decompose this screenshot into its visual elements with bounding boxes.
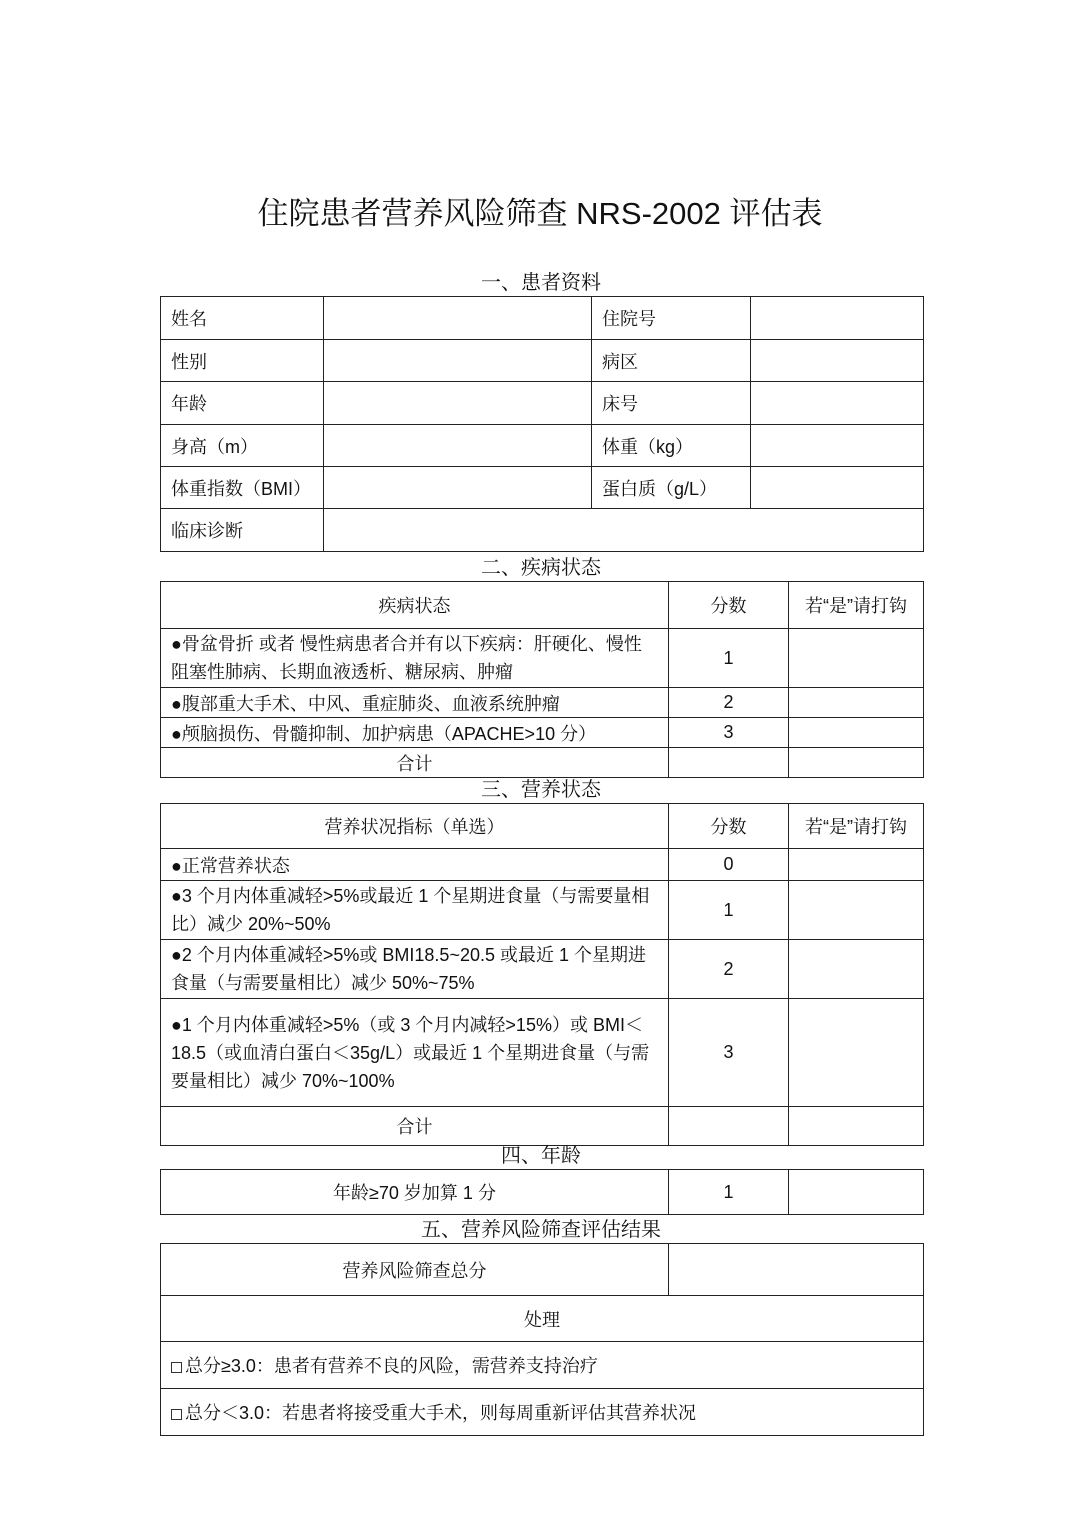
disease-item-text: ●颅脑损伤、骨髓抑制、加护病患（APACHE>10 分） bbox=[161, 718, 669, 748]
bed-field[interactable] bbox=[751, 382, 924, 425]
handling-option-2[interactable] bbox=[161, 1389, 924, 1436]
table-row bbox=[161, 1244, 924, 1296]
handling-option-1-text: 总分≥3.0：患者有营养不良的风险，需营养支持治疗 bbox=[185, 1356, 598, 1376]
weight-field[interactable] bbox=[751, 425, 924, 467]
label-diagnosis: 临床诊断 bbox=[161, 509, 324, 552]
disease-item-text: ●骨盆骨折 或者 慢性病患者合并有以下疾病：肝硬化、慢性阻塞性肺病、长期血液透析、糖尿病、肿瘤 bbox=[161, 629, 669, 688]
table-total-row bbox=[161, 748, 924, 778]
handling-option-2-text: 总分＜3.0：若患者将接受重大手术，则每周重新评估其营养状况 bbox=[185, 1403, 697, 1423]
table-row bbox=[161, 999, 924, 1107]
check-cell[interactable] bbox=[789, 629, 924, 688]
table-header-row bbox=[161, 582, 924, 629]
label-name: 姓名 bbox=[161, 297, 324, 340]
checkbox-icon[interactable] bbox=[171, 1409, 182, 1420]
total-score-field[interactable] bbox=[669, 1244, 924, 1296]
table-row bbox=[161, 1342, 924, 1389]
nutrition-item-text: ●2 个月内体重减轻>5%或 BMI18.5~20.5 或最近 1 个星期进食量（与需要量相比）减少 50%~75% bbox=[161, 940, 669, 999]
label-height: 身高（m） bbox=[161, 425, 324, 467]
column-header-check: 若“是”请打钩 bbox=[789, 582, 924, 629]
check-cell[interactable] bbox=[789, 1107, 924, 1146]
label-bed: 床号 bbox=[592, 382, 751, 425]
score-value: 0 bbox=[669, 849, 789, 881]
table-row bbox=[161, 688, 924, 718]
section-heading-age: 四、年龄 bbox=[501, 1143, 581, 1167]
score-value: 1 bbox=[669, 881, 789, 940]
label-weight: 体重（kg） bbox=[592, 425, 751, 467]
table-row bbox=[161, 1296, 924, 1342]
check-cell[interactable] bbox=[789, 748, 924, 778]
check-cell[interactable] bbox=[789, 1170, 924, 1215]
check-cell[interactable] bbox=[789, 940, 924, 999]
score-value: 1 bbox=[669, 629, 789, 688]
score-value: 2 bbox=[669, 688, 789, 718]
nutrition-item-text: ●正常营养状态 bbox=[161, 849, 669, 881]
check-cell[interactable] bbox=[789, 881, 924, 940]
height-field[interactable] bbox=[324, 425, 592, 467]
check-cell[interactable] bbox=[789, 718, 924, 748]
section-heading-disease: 二、疾病状态 bbox=[481, 555, 601, 579]
section-heading-patient-info: 一、患者资料 bbox=[481, 270, 601, 294]
checkbox-icon[interactable] bbox=[171, 1362, 182, 1373]
result-table bbox=[160, 1243, 924, 1436]
table-row bbox=[161, 1170, 924, 1215]
age-criterion-text: 年龄≥70 岁加算 1 分 bbox=[161, 1170, 669, 1215]
score-value: 2 bbox=[669, 940, 789, 999]
check-cell[interactable] bbox=[789, 999, 924, 1107]
handling-label: 处理 bbox=[161, 1296, 924, 1342]
nutrition-item-text: ●1 个月内体重减轻>5%（或 3 个月内减轻>15%）或 BMI＜18.5（或血清白蛋白＜35g/L）或最近 1 个星期进食量（与需要量相比）减少 70%~100% bbox=[161, 999, 669, 1107]
age-field[interactable] bbox=[324, 382, 592, 425]
bmi-field[interactable] bbox=[324, 467, 592, 509]
sex-field[interactable] bbox=[324, 340, 592, 382]
score-value: 3 bbox=[669, 718, 789, 748]
label-ward: 病区 bbox=[592, 340, 751, 382]
age-table bbox=[160, 1169, 924, 1215]
table-row bbox=[161, 1389, 924, 1436]
table-row bbox=[161, 382, 924, 425]
label-age: 年龄 bbox=[161, 382, 324, 425]
name-field[interactable] bbox=[324, 297, 592, 340]
diagnosis-field[interactable] bbox=[324, 509, 924, 552]
column-header-check: 若“是”请打钩 bbox=[789, 804, 924, 849]
total-score-cell[interactable] bbox=[669, 1107, 789, 1146]
patient-info-table bbox=[160, 296, 924, 552]
total-label: 合计 bbox=[161, 748, 669, 778]
table-row bbox=[161, 340, 924, 382]
score-value: 3 bbox=[669, 999, 789, 1107]
check-cell[interactable] bbox=[789, 688, 924, 718]
ward-field[interactable] bbox=[751, 340, 924, 382]
label-protein: 蛋白质（g/L） bbox=[592, 467, 751, 509]
page-title: 住院患者营养风险筛查 NRS-2002 评估表 bbox=[257, 196, 823, 231]
table-row bbox=[161, 881, 924, 940]
score-value: 1 bbox=[669, 1170, 789, 1215]
table-row bbox=[161, 940, 924, 999]
nutrition-item-text: ●3 个月内体重减轻>5%或最近 1 个星期进食量（与需要量相比）减少 20%~50% bbox=[161, 881, 669, 940]
total-score-cell[interactable] bbox=[669, 748, 789, 778]
total-label: 合计 bbox=[161, 1107, 669, 1146]
column-header-disease: 疾病状态 bbox=[161, 582, 669, 629]
column-header-score: 分数 bbox=[669, 804, 789, 849]
label-bmi: 体重指数（BMI） bbox=[161, 467, 324, 509]
table-header-row bbox=[161, 804, 924, 849]
protein-field[interactable] bbox=[751, 467, 924, 509]
column-header-score: 分数 bbox=[669, 582, 789, 629]
table-row bbox=[161, 297, 924, 340]
table-row bbox=[161, 509, 924, 552]
table-row bbox=[161, 629, 924, 688]
table-row bbox=[161, 425, 924, 467]
check-cell[interactable] bbox=[789, 849, 924, 881]
disease-item-text: ●腹部重大手术、中风、重症肺炎、血液系统肿瘤 bbox=[161, 688, 669, 718]
disease-table bbox=[160, 581, 924, 778]
admission-no-field[interactable] bbox=[751, 297, 924, 340]
table-row bbox=[161, 467, 924, 509]
section-heading-result: 五、营养风险筛查评估结果 bbox=[421, 1217, 661, 1241]
label-admission-no: 住院号 bbox=[592, 297, 751, 340]
label-sex: 性别 bbox=[161, 340, 324, 382]
table-row bbox=[161, 718, 924, 748]
table-total-row bbox=[161, 1107, 924, 1146]
total-score-label: 营养风险筛查总分 bbox=[161, 1244, 669, 1296]
handling-option-1[interactable] bbox=[161, 1342, 924, 1389]
section-heading-nutrition: 三、营养状态 bbox=[481, 777, 601, 801]
nutrition-table bbox=[160, 803, 924, 1146]
column-header-nutrition: 营养状况指标（单选） bbox=[161, 804, 669, 849]
table-row bbox=[161, 849, 924, 881]
